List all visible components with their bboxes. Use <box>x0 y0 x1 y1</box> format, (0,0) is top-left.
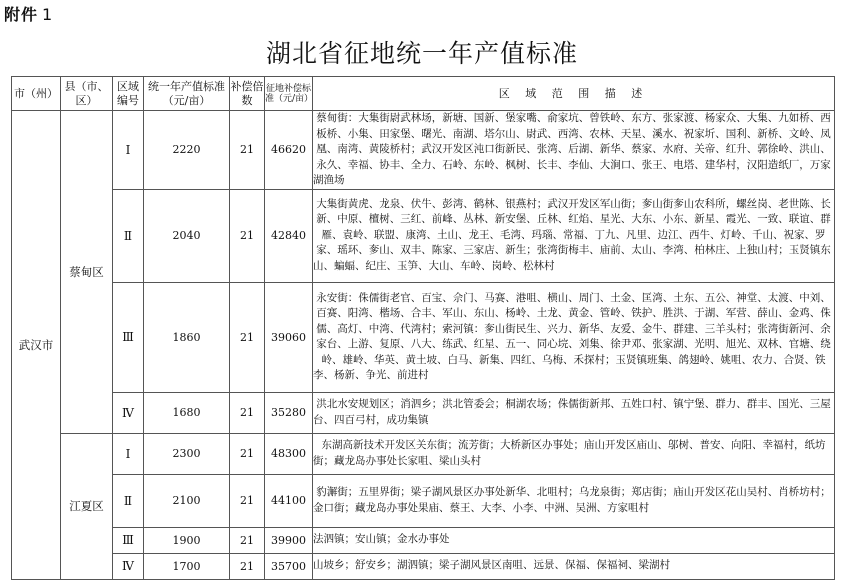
standard-value: 1860 <box>144 282 230 392</box>
header-description: 区 域 范 围 描 述 <box>313 77 835 111</box>
multiple-value: 21 <box>230 189 265 282</box>
multiple-value: 21 <box>230 282 265 392</box>
table-row <box>12 527 835 553</box>
header-zone-no: 区域编号 <box>113 77 144 111</box>
multiple-value: 21 <box>230 392 265 433</box>
standard-value: 2100 <box>144 474 230 527</box>
table-row <box>12 392 835 433</box>
description-text: 山坡乡；舒安乡；湖泗镇；梁子湖风景区南咀、远景、保福、保福祠、梁湖村 <box>313 553 835 579</box>
page-title: 湖北省征地统一年产值标准 <box>265 39 578 68</box>
attachment-number: 1 <box>42 5 54 24</box>
multiple-value: 21 <box>230 433 265 474</box>
description-text: 法泗镇；安山镇；金水办事处 <box>313 527 835 553</box>
description-text: 永安街：侏儒街老官、百宝、佘门、马赛、港咀、横山、周门、土金、匡湾、土东、五公、神堂、太渡、中刘、百赛、阳湾、楷场、合丰、军山、东山、杨岭、土龙、黄金、管岭、铁护、胜洪、于湖、军营、薛山、金鸡、侏儒、高灯、中湾、代湾村；索河镇：奓山街民生、兴力、新华、友爱、金牛、群建、三羊头村；张湾街新河、余家台、上游、复原、八大、练武、红星、五一、同心垸、刘集、徐尹邓、张家湖、光明、旭光、双林、官塘、绕岭、雄岭、华英、黄土坡、白马、新集、四红、乌梅、禾探村；玉贤镇班集、鸽翅岭、姚咀、农力、合贤、铁李、杨新、争光、前进村 <box>313 282 835 392</box>
zone-code: Ⅱ <box>113 189 144 282</box>
multiple-value: 21 <box>230 111 265 190</box>
compensation-value: 42840 <box>265 189 313 282</box>
attachment-text: 附件 <box>4 5 39 24</box>
county-cell: 蔡甸区 <box>61 111 113 434</box>
compensation-value: 48300 <box>265 433 313 474</box>
compensation-value: 46620 <box>265 111 313 190</box>
multiple-value: 21 <box>230 474 265 527</box>
multiple-value: 21 <box>230 553 265 579</box>
table-row <box>12 189 835 282</box>
description-text: 东湖高新技术开发区关东街；流芳街；大桥新区办事处；庙山开发区庙山、邬树、普安、向阳、幸福村，纸坊街；藏龙岛办事处长家咀、梁山头村 <box>313 433 835 474</box>
city-cell: 武汉市 <box>12 111 61 580</box>
table-row <box>12 474 835 527</box>
county-cell: 江夏区 <box>61 433 113 579</box>
zone-code: Ⅲ <box>113 282 144 392</box>
compensation-value: 44100 <box>265 474 313 527</box>
header-row <box>12 77 835 111</box>
table-row <box>12 433 835 474</box>
description-text: 大集街黄虎、龙泉、伏牛、彭湾、鹤林、银燕村；武汉开发区军山街；奓山街奓山农科所，螺丝岗、老世陈、长新、中原、檀树、三红、前峰、丛林、新安堡、丘林、红焰、星光、大东、小东、新星、霞光、一致、联谊、群雁、袁岭、联盟、康湾、土山、龙王、毛湾、玛瑙、常福、丁九、凡里、边江、西牛、灯岭、千山、祝家、罗家、瑶环、奓山、双丰、陈家、三家店、新生；张湾街梅丰、庙前、太山、李湾、柏林庄、上独山村；玉贤镇东山、蝙蝠、纪庄、玉笋、大山、车岭、岗岭、松林村 <box>313 189 835 282</box>
header-standard: 统一年产值标准（元/亩） <box>144 77 230 111</box>
compensation-value: 35280 <box>265 392 313 433</box>
standards-table <box>11 76 835 580</box>
description-text: 豹澥街；五里界街；梁子湖风景区办事处新华、北咀村；乌龙泉街；郑店街；庙山开发区花山吴村、肖桥坊村；金口街；藏龙岛办事处果庙、蔡王、大李、小李、中洲、吴洲、方家咀村 <box>313 474 835 527</box>
table-row <box>12 111 835 190</box>
zone-code: Ⅳ <box>113 553 144 579</box>
zone-code: Ⅳ <box>113 392 144 433</box>
standard-value: 2300 <box>144 433 230 474</box>
zone-code: Ⅰ <box>113 433 144 474</box>
table-row <box>12 553 835 579</box>
header-multiple: 补偿倍数 <box>230 77 265 111</box>
zone-code: Ⅲ <box>113 527 144 553</box>
header-county: 县（市、区） <box>61 77 113 111</box>
zone-code: Ⅰ <box>113 111 144 190</box>
standard-value: 2040 <box>144 189 230 282</box>
attachment-label <box>4 2 53 25</box>
header-city: 市（州） <box>12 77 61 111</box>
header-compensation: 征地补偿标准（元/亩） <box>265 77 313 111</box>
compensation-value: 39060 <box>265 282 313 392</box>
compensation-value: 35700 <box>265 553 313 579</box>
standard-value: 1700 <box>144 553 230 579</box>
description-text: 洪北水安规划区；消泗乡；洪北管委会；桐湖农场；侏儒街新邦、五姓口村、镇宁堡、群力、群丰、国光、三屋台、四百弓村，成功集镇 <box>313 392 835 433</box>
standard-value: 2220 <box>144 111 230 190</box>
standard-value: 1900 <box>144 527 230 553</box>
multiple-value: 21 <box>230 527 265 553</box>
zone-code: Ⅱ <box>113 474 144 527</box>
compensation-value: 39900 <box>265 527 313 553</box>
standard-value: 1680 <box>144 392 230 433</box>
description-text: 蔡甸街：大集街尉武林场，新塘、国新、堡家嘴、俞家坑、曾铁岭、东方、张家渡、杨家众、大集、九如桥、西板桥、小集、田家堡、曙光、南湖、塔尔山、尉武、西湾、农林、天星、溪水、祝家圻、国利、新桥、文岭、凤凰、南湾、黄陵桥村；武汉开发区沌口街新民、张湾、后湖、新华、蔡家、水府、关帝、红升、郭徐岭、洪山、永久、幸福、协丰、全力、石岭、东岭、枫树、长丰、李仙、大涧口、张王、电塔、建华村，汉阳造纸厂，万家湖渔场 <box>313 111 835 190</box>
table-row <box>12 282 835 392</box>
